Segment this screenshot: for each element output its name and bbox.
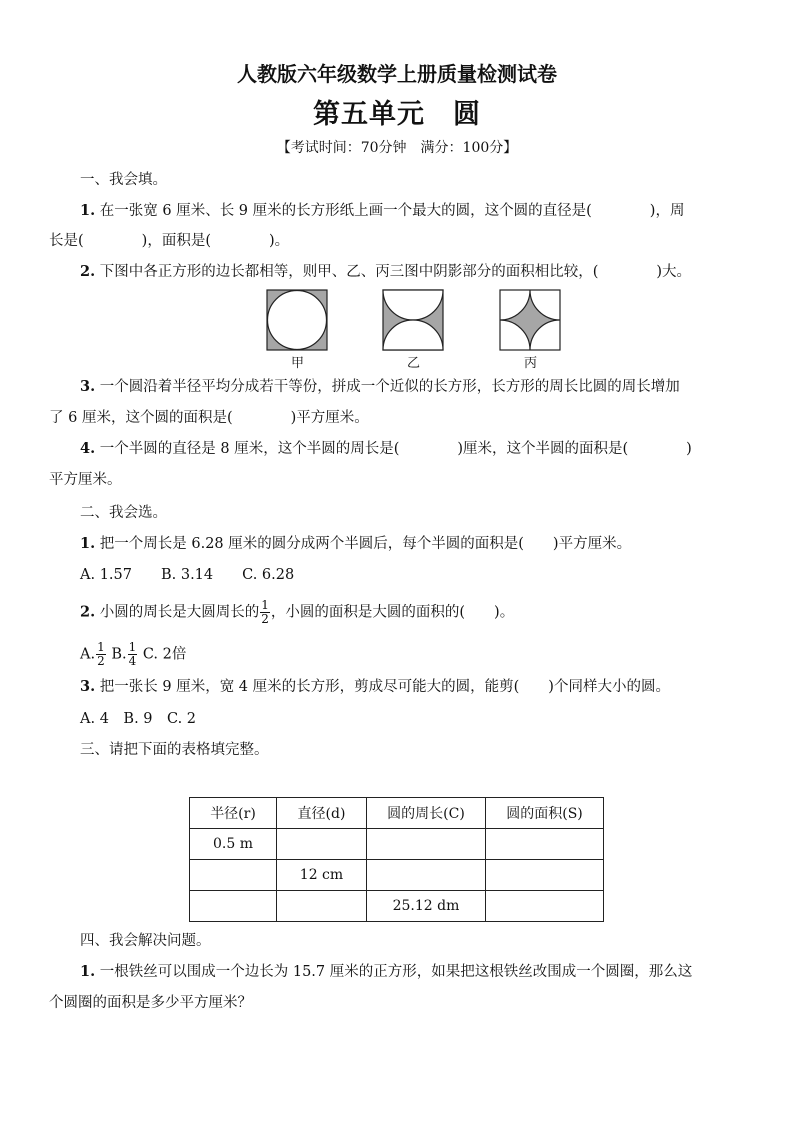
s1-q3-line1 — [80, 377, 680, 397]
figure-label-yi: 乙 — [407, 356, 421, 371]
option-a-fraction — [96, 641, 106, 668]
table-header-cell: 圆的面积(S) — [486, 798, 604, 829]
section4-heading: 四、我会解决问题。 — [80, 933, 211, 949]
option-b-fraction — [128, 641, 138, 668]
fraction-numerator: 1 — [128, 640, 137, 654]
s2-q3-number: 3. — [80, 678, 96, 695]
s2-q1-number: 1. — [80, 535, 96, 552]
circle-table — [189, 797, 604, 922]
s1-q1-text-line2: 长是( )，面积是( )。 — [49, 233, 290, 249]
s2-q3-text: 把一张长 9 厘米，宽 4 厘米的长方形，剪成尽可能大的圆，能剪( )个同样大小的圆。 — [99, 679, 670, 695]
table-header-row — [190, 798, 604, 829]
figure-jia — [266, 289, 328, 351]
s1-q4-line1 — [80, 439, 692, 459]
s2-q2-number: 2. — [80, 603, 96, 621]
option-a-label: A. — [80, 646, 96, 663]
s1-q2-line — [80, 262, 691, 282]
s4-q1-text-line1: 一根铁丝可以围成一个边长为 15.7 厘米的正方形，如果把这根铁丝改围成一个圆圈，那么这 — [99, 964, 693, 980]
table-row — [190, 891, 604, 922]
section1-heading: 一、我会填。 — [80, 172, 167, 188]
s2-q3-line — [80, 677, 670, 697]
table-header-cell: 直径(d) — [277, 798, 367, 829]
figure-yi — [382, 289, 444, 351]
fraction-numerator: 1 — [261, 598, 269, 612]
option-b-label: B. — [111, 646, 127, 663]
fraction-denominator: 2 — [97, 654, 105, 668]
s1-q1-text-line1: 在一张宽 6 厘米、长 9 厘米的长方形纸上画一个最大的圆，这个圆的直径是( )，周 — [99, 203, 685, 219]
s2-q1-line — [80, 534, 631, 554]
exam-title: 人教版六年级数学上册质量检测试卷 — [237, 62, 557, 86]
table-row — [190, 860, 604, 891]
s1-q4-number: 4. — [80, 440, 96, 457]
table-header-cell: 半径(r) — [190, 798, 277, 829]
s1-q1-number: 1. — [80, 202, 96, 219]
table-cell — [277, 891, 367, 922]
s1-q3-number: 3. — [80, 378, 96, 395]
table-cell: 0.5 m — [190, 829, 277, 860]
s2-q2-text-post: ，小圆的面积是大圆的面积的( )。 — [270, 604, 515, 621]
figure-label-jia: 甲 — [291, 356, 305, 371]
fraction-one-half — [260, 599, 270, 626]
table-cell — [486, 860, 604, 891]
table-cell — [367, 860, 486, 891]
s2-q2-line — [80, 599, 514, 626]
table-cell — [486, 891, 604, 922]
option-c-label: C. 2倍 — [142, 646, 187, 663]
s2-q1-text: 把一个周长是 6.28 厘米的圆分成两个半圆后，每个半圆的面积是( )平方厘米。 — [99, 536, 632, 552]
exam-time-info: 【考试时间：70分钟 满分：100分】 — [276, 140, 518, 156]
table-cell — [190, 860, 277, 891]
table-header-cell: 圆的周长(C) — [367, 798, 486, 829]
s1-q2-number: 2. — [80, 263, 96, 280]
fraction-numerator: 1 — [97, 640, 105, 654]
s1-q2-text: 下图中各正方形的边长都相等，则甲、乙、丙三图中阴影部分的面积相比较，( )大。 — [99, 264, 692, 280]
s2-q2-text-pre: 小圆的周长是大圆周长的 — [99, 604, 260, 621]
s1-q3-text-line2: 了 6 厘米，这个圆的面积是( )平方厘米。 — [49, 410, 369, 426]
s1-q4-text-line1: 一个半圆的直径是 8 厘米，这个半圆的周长是( )厘米，这个半圆的面积是( ) — [99, 441, 692, 457]
table-row — [190, 829, 604, 860]
s2-q1-options: A. 1.57 B. 3.14 C. 6.28 — [80, 567, 295, 583]
table-cell: 25.12 dm — [367, 891, 486, 922]
section2-heading: 二、我会选。 — [80, 505, 167, 521]
table-cell — [277, 829, 367, 860]
s1-q4-text-line2: 平方厘米。 — [49, 472, 122, 488]
s1-q1-line1 — [80, 201, 684, 221]
fraction-denominator: 2 — [261, 612, 269, 626]
figure-label-bing: 丙 — [524, 356, 538, 371]
figure-bing — [499, 289, 561, 351]
unit-title: 第五单元 圆 — [313, 99, 481, 130]
table-cell — [367, 829, 486, 860]
table-cell — [486, 829, 604, 860]
s1-q3-text-line1: 一个圆沿着半径平均分成若干等份，拼成一个近似的长方形，长方形的周长比圆的周长增加 — [99, 379, 680, 395]
s2-q3-options: A. 4 B. 9 C. 2 — [80, 711, 197, 727]
section3-heading: 三、请把下面的表格填完整。 — [80, 742, 269, 758]
s2-q2-options — [80, 641, 186, 668]
table-cell — [190, 891, 277, 922]
s4-q1-text-line2: 个圆圈的面积是多少平方厘米？ — [49, 995, 252, 1011]
s4-q1-number: 1. — [80, 963, 96, 980]
table-cell: 12 cm — [277, 860, 367, 891]
fraction-denominator: 4 — [128, 654, 137, 668]
s4-q1-line1 — [80, 962, 692, 982]
